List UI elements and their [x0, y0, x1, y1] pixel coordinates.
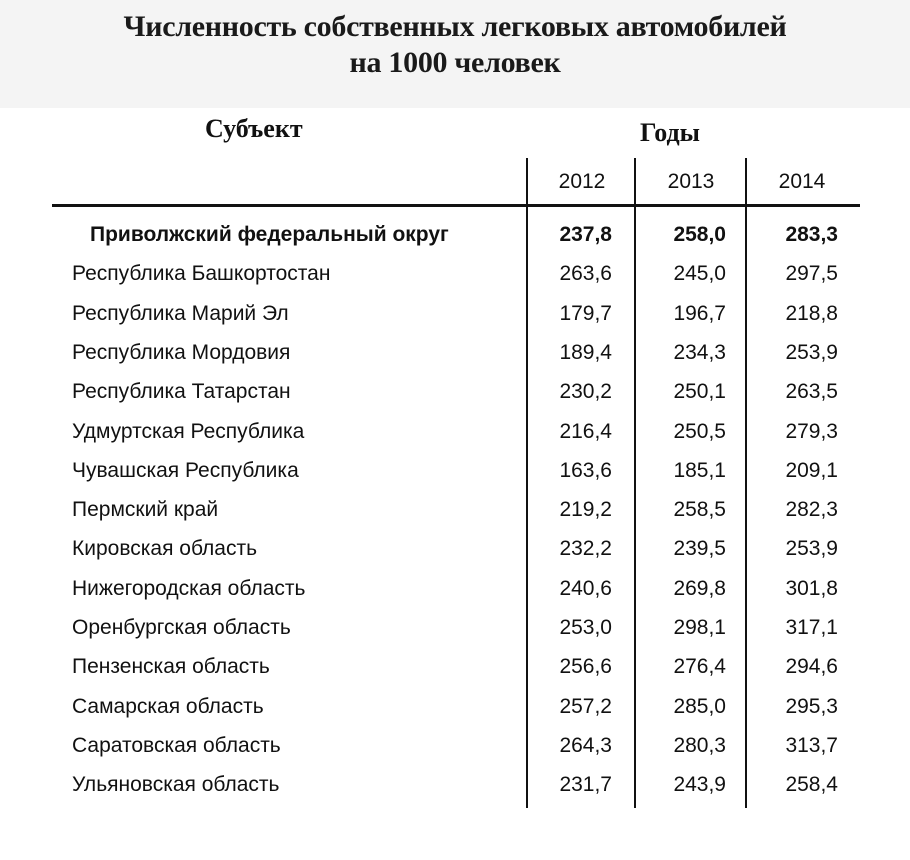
value-2012: 231,7	[559, 773, 612, 796]
table-row	[0, 450, 910, 489]
row-name: Республика Татарстан	[72, 380, 291, 403]
table-row	[0, 646, 910, 685]
value-2013: 258,0	[673, 223, 726, 246]
value-2014: 253,9	[785, 341, 838, 364]
value-2014: 258,4	[785, 773, 838, 796]
value-2013: 234,3	[673, 341, 726, 364]
value-2014: 317,1	[785, 616, 838, 639]
value-2013: 258,5	[673, 498, 726, 521]
value-2013: 276,4	[673, 655, 726, 678]
table-row	[0, 686, 910, 725]
row-name: Республика Мордовия	[72, 341, 291, 364]
year-header-2012: 2012	[558, 170, 606, 193]
row-name: Оренбургская область	[72, 616, 291, 639]
table-row	[0, 607, 910, 646]
row-name: Пермский край	[72, 498, 219, 521]
table-row	[0, 489, 910, 528]
row-name: Республика Башкортостан	[72, 262, 331, 285]
value-2012: 257,2	[559, 695, 612, 718]
value-2013: 245,0	[673, 262, 726, 285]
row-name: Самарская область	[72, 695, 264, 718]
value-2012: 264,3	[559, 734, 612, 757]
value-2012: 230,2	[559, 380, 612, 403]
table-row	[0, 568, 910, 607]
value-2014: 282,3	[785, 498, 838, 521]
row-name: Нижегородская область	[72, 577, 306, 600]
row-name: Пензенская область	[72, 655, 270, 678]
value-2012: 237,8	[559, 223, 612, 246]
value-2014: 294,6	[785, 655, 838, 678]
year-header-2014: 2014	[778, 170, 826, 193]
title-block	[0, 0, 910, 108]
row-name: Приволжский федеральный округ	[90, 223, 449, 246]
value-2014: 279,3	[785, 420, 838, 443]
value-2014: 253,9	[785, 537, 838, 560]
value-2013: 196,7	[673, 302, 726, 325]
value-2013: 280,3	[673, 734, 726, 757]
value-2013: 269,8	[673, 577, 726, 600]
value-2013: 298,1	[673, 616, 726, 639]
table-row	[0, 332, 910, 371]
value-2013: 243,9	[673, 773, 726, 796]
row-name: Кировская область	[72, 537, 258, 560]
table-row	[0, 293, 910, 332]
value-2012: 163,6	[559, 459, 612, 482]
value-2014: 218,8	[785, 302, 838, 325]
value-2014: 263,5	[785, 380, 838, 403]
row-name: Ульяновская область	[72, 773, 280, 796]
row-name: Республика Марий Эл	[72, 302, 289, 325]
value-2012: 219,2	[559, 498, 612, 521]
page-title: Численность собственных легковых автомобилей	[123, 10, 787, 43]
years-column-header: Годы	[640, 118, 700, 147]
value-2014: 297,5	[785, 262, 838, 285]
value-2013: 250,1	[673, 380, 726, 403]
table-row	[0, 253, 910, 292]
value-2012: 232,2	[559, 537, 612, 560]
value-2014: 313,7	[785, 734, 838, 757]
value-2013: 239,5	[673, 537, 726, 560]
table-row	[0, 725, 910, 764]
table-row	[0, 764, 910, 803]
value-2013: 250,5	[673, 420, 726, 443]
value-2012: 240,6	[559, 577, 612, 600]
value-2012: 216,4	[559, 420, 612, 443]
value-2012: 189,4	[559, 341, 612, 364]
table-row	[0, 371, 910, 410]
value-2014: 209,1	[785, 459, 838, 482]
year-header-2013: 2013	[667, 170, 715, 193]
value-2012: 263,6	[559, 262, 612, 285]
value-2012: 253,0	[559, 616, 612, 639]
table-row	[0, 528, 910, 567]
row-name: Удмуртская Республика	[72, 420, 305, 443]
page-subtitle: на 1000 человек	[349, 46, 561, 79]
value-2013: 185,1	[673, 459, 726, 482]
header-rule	[52, 204, 860, 207]
table-row	[0, 411, 910, 450]
row-name: Саратовская область	[72, 734, 281, 757]
value-2012: 256,6	[559, 655, 612, 678]
subject-column-header: Субъект	[205, 114, 303, 143]
value-2014: 295,3	[785, 695, 838, 718]
value-2014: 283,3	[785, 223, 838, 246]
row-name: Чувашская Республика	[72, 459, 299, 482]
value-2012: 179,7	[559, 302, 612, 325]
value-2014: 301,8	[785, 577, 838, 600]
value-2013: 285,0	[673, 695, 726, 718]
table-row-total	[0, 214, 910, 253]
